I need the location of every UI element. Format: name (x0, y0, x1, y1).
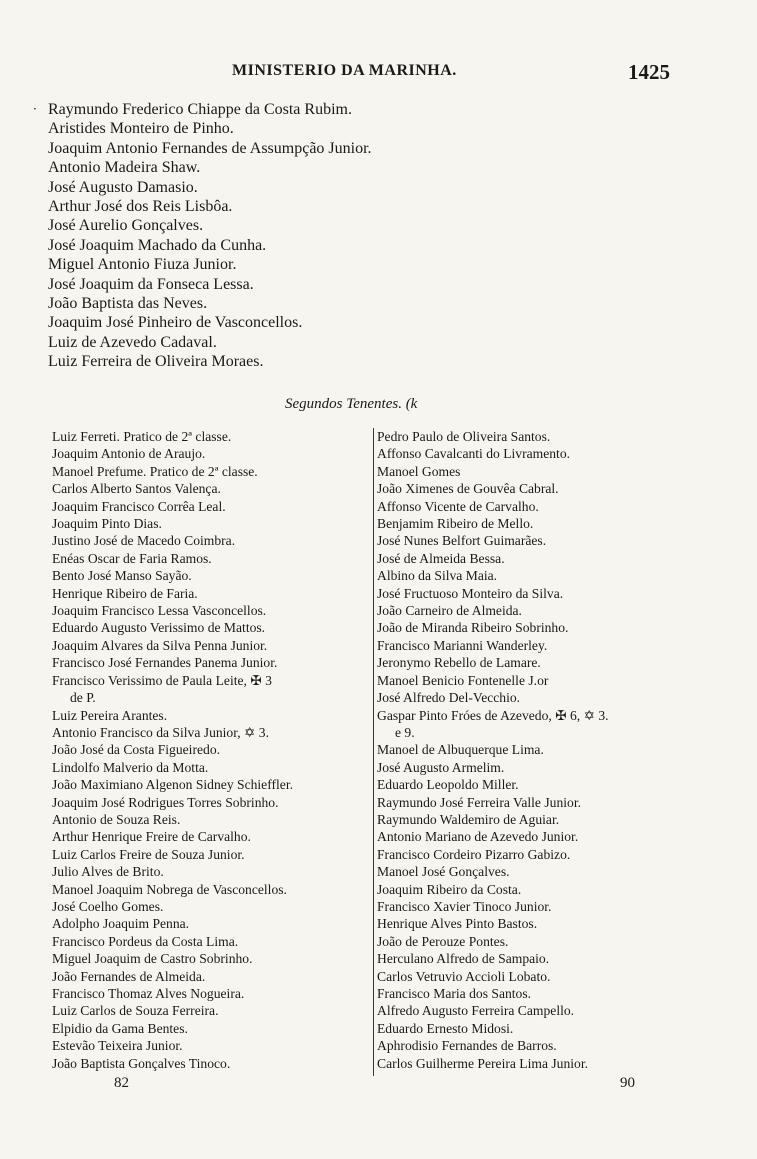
list-item: Joaquim José Pinheiro de Vasconcellos. (48, 314, 303, 332)
list-item: João Carneiro de Almeida. (377, 603, 522, 619)
list-item: Raymundo Frederico Chiappe da Costa Rubim. (48, 101, 352, 118)
list-item: Arthur José dos Reis Lisbôa. (48, 198, 233, 216)
list-item: Francisco Cordeiro Pizarro Gabizo. (377, 846, 571, 862)
list-item: Henrique Ribeiro de Faria. (52, 585, 198, 601)
list-item: Luiz Ferreira de Oliveira Moraes. (48, 353, 264, 371)
list-item: José Augusto Damasio. (48, 178, 198, 196)
list-item: Raymundo José Ferreira Valle Junior. (377, 794, 581, 810)
list-item: Antonio Mariano de Azevedo Junior. (377, 829, 579, 845)
list-item: Joaquim Alvares da Silva Penna Junior. (52, 637, 268, 653)
list-item: Joaquim Ribeiro da Costa. (377, 881, 522, 897)
list-item: Jeronymo Rebello de Lamare. (377, 655, 541, 671)
list-item: Joaquim Francisco Lessa Vasconcellos. (52, 603, 267, 619)
list-item: e 9. (395, 724, 415, 740)
list-item: Alfredo Augusto Ferreira Campello. (377, 1003, 575, 1019)
right-column-count: 90 (620, 1075, 635, 1091)
column-divider (373, 428, 374, 1076)
list-item: Francisco Marianni Wanderley. (377, 637, 548, 653)
list-item: Eduardo Leopoldo Miller. (377, 777, 519, 793)
list-item: João Baptista das Neves. (48, 295, 208, 313)
list-item: Francisco José Fernandes Panema Junior. (52, 655, 278, 671)
list-item: Manoel de Albuquerque Lima. (377, 742, 544, 758)
list-item: Lindolfo Malverio da Motta. (52, 759, 209, 775)
list-item: Bento José Manso Sayão. (52, 568, 192, 584)
list-item: Joaquim Pinto Dias. (52, 516, 162, 532)
list-item: Francisco Verissimo de Paula Leite, ✠ 3 (52, 672, 272, 688)
list-item: João Ximenes de Gouvêa Cabral. (377, 481, 559, 497)
list-item: Francisco Thomaz Alves Nogueira. (52, 986, 245, 1001)
list-item: Joaquim Francisco Corrêa Leal. (52, 498, 226, 514)
list-item: Justino José de Macedo Coimbra. (52, 533, 236, 549)
margin-mark: · (33, 102, 37, 116)
list-item: Francisco Pordeus da Costa Lima. (52, 933, 239, 949)
list-item: Manoel Joaquim Nobrega de Vasconcellos. (52, 881, 287, 897)
list-item: Manoel Gomes (377, 463, 461, 479)
list-item: Adolpho Joaquim Penna. (52, 916, 190, 932)
list-item: Manoel Prefume. Pratico de 2ª classe. (52, 463, 258, 479)
list-item: Luiz Ferreti. Pratico de 2ª classe. (52, 429, 232, 444)
list-item: Francisco Maria dos Santos. (377, 986, 532, 1001)
list-item: Francisco Xavier Tinoco Junior. (377, 898, 552, 914)
list-item: João Maximiano Algenon Sidney Schieffler. (52, 777, 294, 793)
list-item: José Joaquim Machado da Cunha. (48, 236, 267, 254)
list-item: Carlos Guilherme Pereira Lima Junior. (377, 1055, 589, 1071)
list-item: Luiz Pereira Arantes. (52, 707, 168, 723)
list-item: Pedro Paulo de Oliveira Santos. (377, 429, 551, 444)
list-item: José Alfredo Del-Vecchio. (377, 690, 521, 706)
page-title: MINISTERIO DA MARINHA. (232, 62, 457, 79)
list-item: José Nunes Belfort Guimarães. (377, 533, 547, 549)
list-item: Antonio de Souza Reis. (52, 811, 181, 827)
list-item: Herculano Alfredo de Sampaio. (377, 951, 550, 967)
list-item: Miguel Joaquim de Castro Sobrinho. (52, 951, 253, 967)
list-item: Raymundo Waldemiro de Aguiar. (377, 811, 560, 827)
list-item: Arthur Henrique Freire de Carvalho. (52, 829, 251, 845)
list-item: Luiz Carlos Freire de Souza Junior. (52, 846, 245, 862)
list-item: Julio Alves de Brito. (52, 864, 164, 880)
list-item: José Coelho Gomes. (52, 898, 164, 914)
list-item: Elpidio da Gama Bentes. (52, 1020, 188, 1036)
list-item: Albino da Silva Maia. (377, 568, 498, 584)
list-item: Eduardo Ernesto Midosi. (377, 1020, 514, 1036)
officer-list (48, 100, 688, 372)
list-item: José Aurelio Gonçalves. (48, 217, 204, 235)
list-item: José Fructuoso Monteiro da Silva. (377, 585, 564, 601)
list-item: Carlos Alberto Santos Valença. (52, 481, 221, 497)
list-item: Enéas Oscar de Faria Ramos. (52, 550, 212, 566)
list-item: Manoel Benicio Fontenelle J.or (377, 672, 549, 688)
list-item: João Baptista Gonçalves Tinoco. (52, 1055, 231, 1071)
list-item: Benjamim Ribeiro de Mello. (377, 516, 534, 532)
page-number: 1425 (628, 60, 670, 84)
list-item: Estevão Teixeira Junior. (52, 1038, 183, 1054)
list-item: de P. (70, 690, 96, 706)
list-item: João de Perouze Pontes. (377, 933, 509, 949)
list-item: Affonso Vicente de Carvalho. (377, 498, 539, 514)
list-item: Joaquim Antonio de Araujo. (52, 446, 206, 462)
list-item: José de Almeida Bessa. (377, 550, 505, 566)
list-item: Antonio Madeira Shaw. (48, 159, 201, 177)
left-column (52, 428, 370, 1072)
list-item: Luiz de Azevedo Cadaval. (48, 333, 217, 351)
list-item: José Augusto Armelim. (377, 759, 505, 775)
list-item: João de Miranda Ribeiro Sobrinho. (377, 620, 569, 636)
list-item: José Joaquim da Fonseca Lessa. (48, 275, 254, 293)
list-item: Gaspar Pinto Fróes de Azevedo, ✠ 6, ✡ 3. (377, 707, 609, 723)
list-item: Antonio Francisco da Silva Junior, ✡ 3. (52, 724, 269, 740)
left-column-count: 82 (114, 1075, 129, 1091)
list-item: Luiz Carlos de Souza Ferreira. (52, 1003, 219, 1019)
list-item: Joaquim Antonio Fernandes de Assumpção Junior. (48, 139, 372, 157)
list-item: Aristides Monteiro de Pinho. (48, 120, 234, 138)
list-item: Manoel José Gonçalves. (377, 864, 510, 880)
list-item: Henrique Alves Pinto Bastos. (377, 916, 538, 932)
list-item: Miguel Antonio Fiuza Junior. (48, 256, 237, 274)
list-item: João José da Costa Figueiredo. (52, 742, 221, 758)
list-item: Carlos Vetruvio Accioli Lobato. (377, 968, 551, 984)
section-title: Segundos Tenentes. (k (285, 396, 418, 412)
list-item: Affonso Cavalcanti do Livramento. (377, 446, 571, 462)
list-item: João Fernandes de Almeida. (52, 968, 206, 984)
list-item: Eduardo Augusto Verissimo de Mattos. (52, 620, 266, 636)
list-item: Aphrodisio Fernandes de Barros. (377, 1038, 557, 1054)
list-item: Joaquim José Rodrigues Torres Sobrinho. (52, 794, 279, 810)
right-column (377, 428, 707, 1072)
